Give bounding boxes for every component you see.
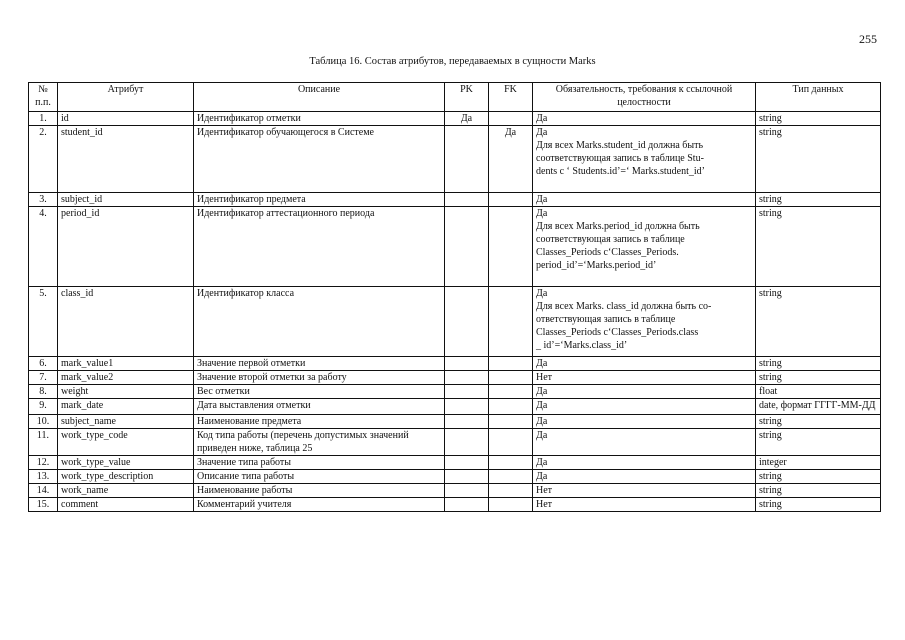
table-row [29,193,881,207]
row-requirements [533,193,756,207]
requirement-line: Да [536,471,548,482]
row-attribute: class_id [58,287,194,357]
row-requirements [533,207,756,287]
row-attribute: subject_name [58,415,194,429]
row-pk [445,498,489,512]
row-requirements [533,399,756,415]
row-description: Идентификатор отметки [194,112,445,126]
row-type: string [756,112,881,126]
row-fk: Да [489,126,533,193]
row-number: 5. [29,287,58,357]
row-type: string [756,429,881,456]
table-row [29,429,881,456]
row-attribute: student_id [58,126,194,193]
row-type: string [756,371,881,385]
row-pk [445,193,489,207]
table-header-row [29,83,881,112]
requirement-line: Да [536,208,548,219]
attributes-table [28,82,881,512]
requirement-line: Classes_Periods с‘Classes_Periods. [536,247,679,258]
row-fk [489,498,533,512]
row-requirements [533,371,756,385]
row-attribute: subject_id [58,193,194,207]
row-type: float [756,385,881,399]
header-requirements: Обязательность, требования к ссылочной целостности [533,83,756,112]
row-type: string [756,357,881,371]
row-description: Описание типа работы [194,470,445,484]
row-requirements [533,470,756,484]
table-row [29,484,881,498]
table-row [29,126,881,193]
header-description: Описание [194,83,445,112]
table-row [29,112,881,126]
row-requirements [533,287,756,357]
row-description: Вес отметки [194,385,445,399]
row-requirements [533,429,756,456]
requirement-line: Для всех Marks.student_id должна быть [536,140,704,151]
row-pk [445,429,489,456]
row-pk [445,470,489,484]
row-number: 10. [29,415,58,429]
requirement-line: _ id’=‘Marks.class_id’ [536,340,628,351]
row-description: Значение второй отметки за работу [194,371,445,385]
row-attribute: work_type_code [58,429,194,456]
row-type: string [756,470,881,484]
row-number: 7. [29,371,58,385]
requirement-line: period_id’=‘Marks.period_id’ [536,260,657,271]
row-number: 12. [29,456,58,470]
row-number: 8. [29,385,58,399]
requirement-line: Да [536,127,548,138]
row-attribute: id [58,112,194,126]
row-description: Идентификатор предмета [194,193,445,207]
row-type: string [756,126,881,193]
requirement-line: dents с ‘ Students.id’=‘ Marks.student_id’ [536,166,705,177]
row-requirements [533,484,756,498]
row-attribute: period_id [58,207,194,287]
table-row [29,498,881,512]
requirement-line: Нет [536,372,553,383]
requirement-line: соответствующая запись в таблице Stu- [536,153,704,164]
row-description: Наименование работы [194,484,445,498]
row-fk [489,287,533,357]
row-requirements [533,456,756,470]
row-type: string [756,484,881,498]
row-description: Дата выставления отметки [194,399,445,415]
requirement-line: Да [536,457,548,468]
row-number: 3. [29,193,58,207]
row-attribute: work_name [58,484,194,498]
row-fk [489,112,533,126]
requirement-line: соответствующая запись в таблице [536,234,685,245]
row-description: Значение первой отметки [194,357,445,371]
requirement-line: Да [536,358,548,369]
row-fk [489,385,533,399]
row-fk [489,484,533,498]
row-attribute: mark_date [58,399,194,415]
row-fk [489,429,533,456]
requirement-line: Да [536,386,548,397]
requirement-line: Да [536,400,548,411]
row-pk [445,456,489,470]
row-description: Наименование предмета [194,415,445,429]
row-attribute: mark_value1 [58,357,194,371]
row-type: string [756,207,881,287]
row-requirements [533,415,756,429]
requirement-line: Classes_Periods с‘Classes_Periods.class [536,327,699,338]
page-number: 255 [859,32,877,46]
requirement-line: Да [536,113,548,124]
requirement-line: Да [536,430,548,441]
row-number: 13. [29,470,58,484]
row-type: string [756,498,881,512]
row-requirements [533,126,756,193]
row-description: Идентификатор аттестационного периода [194,207,445,287]
table-row [29,470,881,484]
row-pk [445,207,489,287]
requirement-line: Да [536,416,548,427]
table-row [29,207,881,287]
header-num: № п.п. [29,83,58,112]
row-number: 9. [29,399,58,415]
row-number: 2. [29,126,58,193]
row-description: Код типа работы (перечень допустимых значений приведен ниже, таблица 25 [194,429,445,456]
row-fk [489,357,533,371]
requirement-line: Для всех Marks. class_id должна быть со- [536,301,712,312]
table-row [29,287,881,357]
row-number: 15. [29,498,58,512]
header-type: Тип данных [756,83,881,112]
row-description: Идентификатор обучающегося в Системе [194,126,445,193]
row-fk [489,371,533,385]
row-fk [489,456,533,470]
requirement-line: Нет [536,499,553,510]
row-fk [489,207,533,287]
row-type: string [756,193,881,207]
table-row [29,456,881,470]
row-attribute: weight [58,385,194,399]
requirement-line: Для всех Marks.period_id должна быть [536,221,700,232]
row-number: 1. [29,112,58,126]
header-fk: FK [489,83,533,112]
table-row [29,357,881,371]
row-type: date, формат ГГГГ-ММ-ДД [756,399,881,415]
row-fk [489,399,533,415]
row-fk [489,415,533,429]
row-requirements [533,357,756,371]
row-pk [445,357,489,371]
header-attribute: Атрибут [58,83,194,112]
table-row [29,385,881,399]
table-row [29,415,881,429]
row-attribute: work_type_description [58,470,194,484]
row-fk [489,193,533,207]
row-requirements [533,498,756,512]
row-attribute: work_type_value [58,456,194,470]
row-pk [445,399,489,415]
requirement-line: Да [536,288,548,299]
row-attribute: mark_value2 [58,371,194,385]
row-pk [445,371,489,385]
row-number: 14. [29,484,58,498]
row-pk [445,385,489,399]
row-description: Идентификатор класса [194,287,445,357]
header-pk: PK [445,83,489,112]
row-pk [445,415,489,429]
requirement-line: Нет [536,485,553,496]
table-caption: Таблица 16. Состав атрибутов, передаваемых в сущности Marks [309,56,596,67]
row-number: 4. [29,207,58,287]
row-description: Комментарий учителя [194,498,445,512]
table-row [29,399,881,415]
table-row [29,371,881,385]
row-type: integer [756,456,881,470]
row-description: Значение типа работы [194,456,445,470]
row-attribute: comment [58,498,194,512]
row-number: 6. [29,357,58,371]
row-number: 11. [29,429,58,456]
requirement-line: Да [536,194,548,205]
row-pk: Да [445,112,489,126]
row-requirements [533,385,756,399]
row-type: string [756,287,881,357]
requirement-line: ответствующая запись в таблице [536,314,676,325]
row-requirements [533,112,756,126]
row-fk [489,470,533,484]
row-pk [445,126,489,193]
row-type: string [756,415,881,429]
row-pk [445,287,489,357]
table-body [29,112,881,512]
row-pk [445,484,489,498]
